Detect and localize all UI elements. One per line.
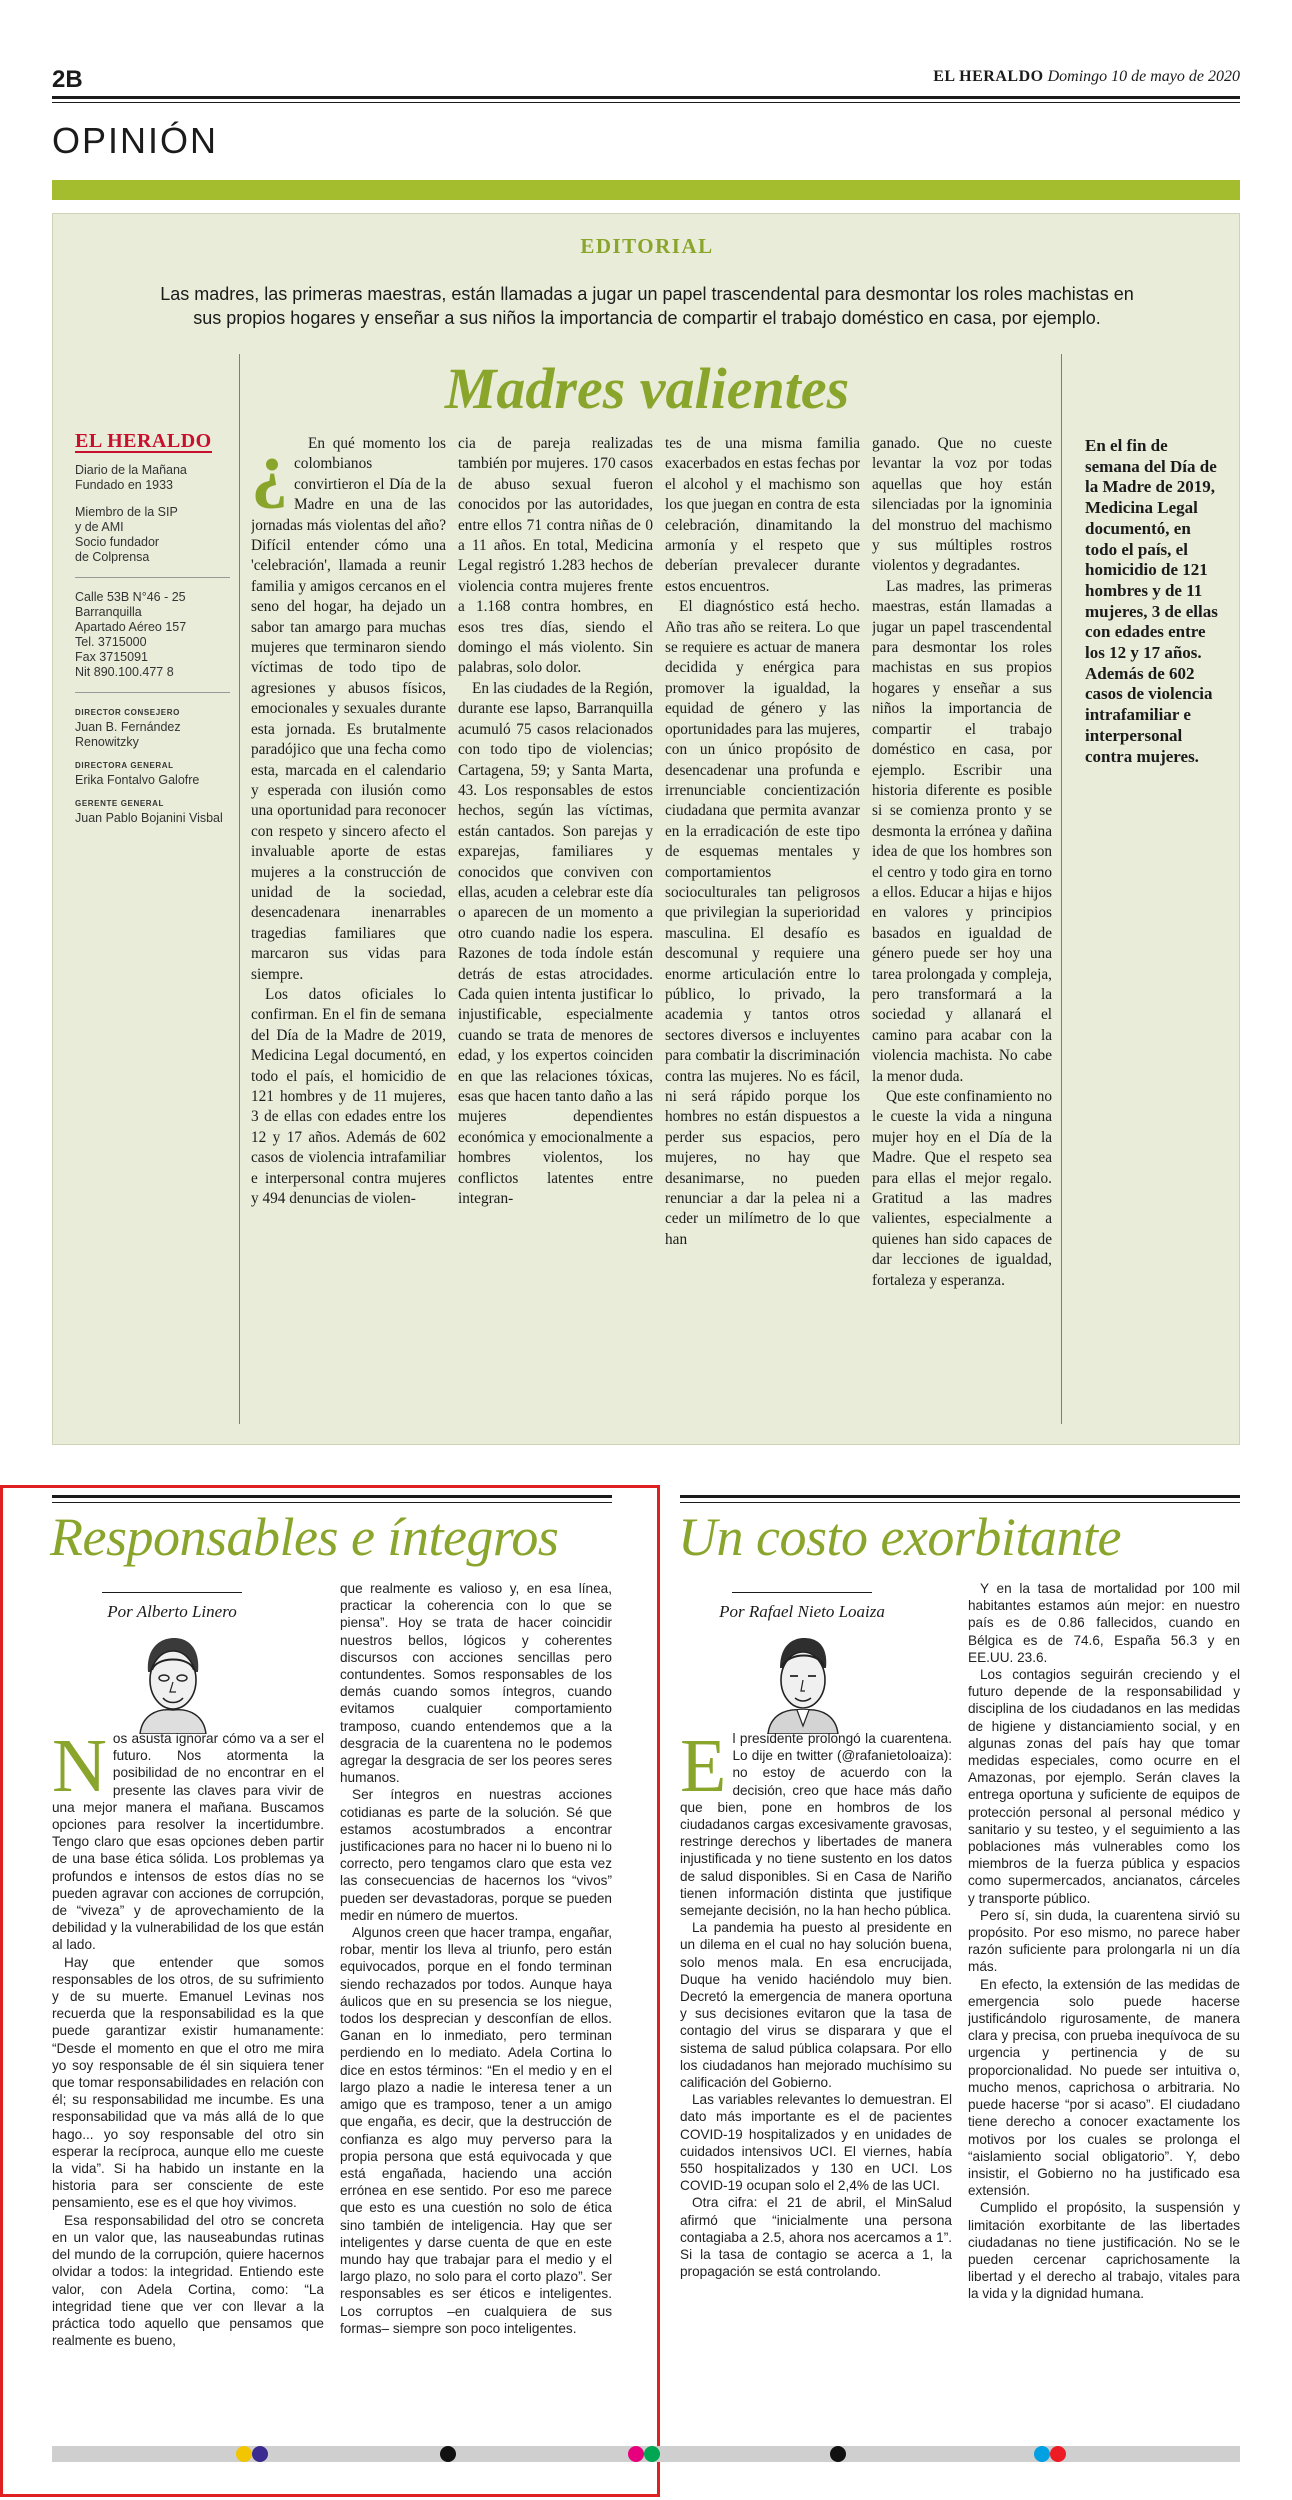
staff-name: Erika Fontalvo Galofre — [75, 773, 200, 787]
staff-name — [75, 720, 230, 750]
paragraph: Hay que entender que somos responsables de los otros, de su sufrimiento y de su muerte. Emanuel Levinas nos recuerda que la responsabilidad es la que puede garantizar existir humanamente: “Desde el momento en que el otro me mira yo soy responsable de él sin siquiera tener que tomar responsabilidades en relación con él; su responsabilidad me incumbe. Es una responsabilidad que va más allá de lo que hago... yo soy responsable del otro sin esperar la recíproca, aunque ello me cueste la vida”. Si ha habido un instante en la historia para ser consciente de este pensamiento, ese es el que hoy vivimos. — [52, 1954, 324, 2211]
column-divider — [239, 354, 240, 1424]
editorial-kicker: EDITORIAL — [580, 234, 714, 258]
paragraph: Los contagios seguirán creciendo y el futuro depende de la responsabilidad y disciplina de los ciudadanos en las medidas de higiene y distanciamiento social, y en algunas zonas del país hay que tomar medidas especiales, como ocurre en el Amazonas, por ejemplo. Serán claves la entrega oportuna y suficiente de equipos de protección personal al personal médico y sanitario y su testeo, y el seguimiento a las poblaciones más vulnerables como los miembros de la fuerza pública y espacios como supermercados, ancianatos, cárceles y transporte público. — [968, 1667, 1240, 1906]
sidebar-line: Socio fundador — [75, 535, 160, 549]
paragraph: Pero sí, sin duda, la cuarentena sirvió su propósito. Por eso mismo, no parece haber razón suficiente para prolongarla ni un día más. — [968, 1907, 1240, 1975]
registration-dot — [1034, 2446, 1050, 2462]
column-left-headline: Responsables e íntegros — [50, 1507, 559, 1567]
sidebar-separator — [75, 577, 230, 578]
section-color-bar — [52, 180, 1240, 200]
editorial-dropcap: ¿ — [251, 434, 288, 510]
column-right-text-2 — [968, 1580, 1240, 2430]
paragraph: Otra cifra: el 21 de abril, el MinSalud afirmó que “inicialmente una persona contagiaba a 2.5, ahora nos acercamos a 1”. Si la tasa de contagio se acerca a 1, la propagación se está controlando. — [680, 2195, 952, 2280]
registration-dot — [1050, 2446, 1066, 2462]
sidebar-line: Diario de la Mañana — [75, 463, 187, 477]
column-top-rule-thin — [680, 1502, 1240, 1503]
column-right-headline: Un costo exorbitante — [678, 1507, 1121, 1567]
paragraph: Las madres, las primeras maestras, están llamadas a jugar un papel trascendental para desmontar los roles machistas en sus propios hogares y enseñar a sus niños la importancia de compartir el trabajo doméstico en casa, por ejemplo. Escribir una historia diferente es posible si se comienza pronto y se desmonta la errónea y dañina idea de que los hombres son el centro y todo gira en torno a ellos. Educar a hijas e hijos en valores y principios basados en igualdad de género puede ser hoy una tarea prolongada y compleja, pero transformará a la sociedad y allanará el camino para acabar con la violencia machista. No cabe la menor duda. — [872, 577, 1052, 1085]
registration-dot — [628, 2446, 644, 2462]
sidebar-line: Fundado en 1933 — [75, 478, 174, 492]
header-rule-thin — [52, 102, 1240, 103]
registration-dot — [644, 2446, 660, 2462]
paragraph: Cumplido el propósito, la suspensión y limitación exorbitante de las libertades ciudadanas no tiene justificación. No se le pueden cercenar caprichosamente la libertad y el derecho al trabajo, vitales para la vida y la dignidad humana. — [968, 2200, 1240, 2302]
editorial-column-3 — [665, 434, 860, 1424]
paragraph: cia de pareja realizadas también por mujeres. 170 casos de abuso sexual fueron conocidos por las autoridades, entre ellos 71 contra niñas de 0 a 11 años. En total, Medicina Legal registró 1.283 hechos de violencia contra mujeres frente a 1.168 contra hombres, en esos tres días, siendo el domingo el más violento. Sin palabras, solo dolor. — [458, 435, 653, 677]
paragraph: os asusta ignorar cómo va a ser el futuro. Nos atormenta la posibilidad de no encontrar en el presente las claves para vivir de una mejor manera el mañana. Buscamos opciones para resolver la incertidumbre. Tengo claro que esas opciones deben partir de una base ética sólida. Los problemas ya profundos e intensos de estos días no se pueden agravar con acciones de corrupción, de “viveza” y de aprovechamiento de la debilidad y la vulnerabilidad de los que están al lado. — [52, 1731, 324, 1953]
page-number: 2B — [52, 66, 83, 93]
registration-dot — [252, 2446, 268, 2462]
editorial-pullquote: En el fin de semana del Día de la Madre de 2019, Medicina Legal documentó, en todo el país, el homicidio de 121 hombres y de 11 mujeres, 3 de ellas con edades entre los 12 y 17 años. Además de 602 casos de violencia intrafamiliar e interpersonal contra mujeres. — [1085, 436, 1218, 766]
staff-role: DIRECTOR CONSEJERO — [75, 708, 180, 717]
paragraph: Ser íntegros en nuestras acciones cotidianas es parte de la solución. Sé que estamos acostumbrados a encontrar justificaciones para no hacer ni lo bueno ni lo correcto, pero tengamos claro que esta vez las consecuencias de hacernos los “vivos” pueden ser devastadoras, porque se pueden medir en número de muertos. — [340, 1787, 612, 1923]
editorial-headline: Madres valientes — [444, 356, 850, 421]
paragraph: Algunos creen que hacer trampa, engañar, robar, mentir los lleva al triunfo, pero están equivocados, porque en el fondo terminan siendo rechazados por todos. Aunque haya áulicos que en su presencia se los niegue, todos los desprecian y desconfían de ellos. Ganan en lo inmediato, pero terminan perdiendo en lo mediato. Adela Cortina lo dice en estos términos: “En el medio y en el largo plazo a nadie le interesa tener a un amigo que es tramposo, tener a un amigo que engaña, es decir, que la destrucción de confianza es algo muy perverso para la propia persona que está equivocada y que está engañada, haciendo una acción errónea en ese sentido. Por eso me parece que esto es una cuestión no solo de ética sino también de inteligencia. Hay que ser inteligentes y darse cuenta de que en este mundo hay que trabajar para el medio y el largo plazo, no solo para el corto plazo”. Ser responsables es ser éticos e inteligentes. Los corruptos –en cualquiera de sus formas– siempre son poco inteligentes. — [340, 1925, 612, 2336]
highlight-frame — [0, 1485, 660, 2497]
membership-info — [75, 505, 230, 565]
column-left-byline: Por Alberto Linero — [107, 1602, 237, 1621]
column-left-dropcap: N — [52, 1730, 107, 1808]
column-right-byline: Por Rafael Nieto Loaiza — [719, 1602, 885, 1621]
sidebar-line: Fax 3715091 — [75, 650, 148, 664]
sidebar-line: de Colprensa — [75, 550, 150, 564]
sidebar-line: Miembro de la SIP — [75, 505, 178, 519]
paragraph: En qué momento los colombianos convirtieron el Día de la Madre en una de las jornadas más violentas del año? Difícil entender cómo una 'celebración', llamada a reunir familia y amigos cercanos en el seno del hogar, ha dejado un sabor tan amargo para muchas mujeres que terminaron siendo víctimas de todo tipo de agresiones y abusos físicos, emocionales y sexuales durante esta jornada. Es brutalmente paradójico que una fecha como esta, marcada en el calendario y esperada con ilusión como una oportunidad para reconocer con respeto y sincero afecto el invaluable aporte de estas mujeres a la construcción de unidad de la sociedad, desencadenara inenarrables tragedias familiares que marcaron sus vidas para siempre. — [251, 435, 446, 983]
editorial-column-2 — [458, 434, 653, 1424]
masthead-info — [933, 68, 1240, 86]
author-portrait — [760, 1630, 844, 1734]
paragraph: Y en la tasa de mortalidad por 100 mil habitantes estamos aún mejor: en nuestro país es de 0.86 fallecidos, cuando en Bélgica es de 74.6, España 56.3 y en EE.UU. 23.6. — [968, 1581, 1240, 1665]
founding-info — [75, 463, 230, 493]
staff-name: Juan Pablo Bojanini Visbal — [75, 811, 223, 825]
paragraph: tes de una misma familia exacerbados en estas fechas por el alcohol y el machismo son los que juegan en contra de esta celebración, dinamitando la armonía y el respeto que deberían prevalecer durante estos encuentros. — [665, 435, 860, 595]
paragraph: En efecto, la extensión de las medidas de emergencia solo puede hacerse justificándolo rigurosamente, de manera clara y precisa, con prueba inequívoca de su urgencia y pertinencia y de su proporcionalidad. No puede ser intuitiva o, mucho menos, caprichosa o arbitraria. No puede hacerse “por si acaso”. El ciudadano tiene derecho a conocer exactamente los motivos por los cuales se prolonga el “aislamiento social obligatorio”. Y, debo insistir, el Gobierno no ha justificado esa extensión. — [968, 1976, 1240, 2199]
editorial-column-1 — [251, 434, 446, 1424]
registration-dot — [236, 2446, 252, 2462]
paragraph: Esa responsabilidad del otro se concreta en un valor que, las nauseabundas rutinas del mundo de la corrupción, quiere hacernos olvidar a todos: la integridad. Entiendo este valor, con Adela Cortina, como: “La integridad tiene que ver con llevar a la práctica todo aquello que pensamos que realmente es bueno, — [52, 2212, 324, 2349]
issue-date: Domingo 10 de mayo de 2020 — [1047, 68, 1240, 85]
section-title: OPINIÓN — [52, 120, 219, 161]
registration-dot — [440, 2446, 456, 2462]
masthead-sidebar — [75, 430, 230, 830]
column-top-rule — [680, 1495, 1240, 1498]
editorial-column-4 — [872, 434, 1052, 1424]
editorial-box — [52, 213, 1240, 1445]
sidebar-line: Nit 890.100.477 8 — [75, 665, 174, 679]
registration-dot — [830, 2446, 846, 2462]
sidebar-line: Calle 53B N°46 - 25 — [75, 590, 186, 604]
address-info — [75, 590, 230, 680]
paragraph: Que este confinamiento no le cueste la vida a ninguna mujer hoy en el Día de la Madre. Que el respeto sea para ellas el mejor regalo. Gratitud a las madres valientes, especialmente a quienes han sido capaces de dar lecciones de igualdad, fortaleza y esperanza. — [872, 1088, 1052, 1289]
paragraph: En las ciudades de la Región, durante ese lapso, Barranquilla acumuló 75 casos relacionados con todo tipo de violencias; Cartagena, 59; y Santa Marta, 43. Los responsables de estos hechos, según las víctimas, están cantados. Son parejas y exparejas, familiares y conocidos que conviven con ellas, acuden a celebrar este día o aparecen de un momento a otro cuando nadie los espera. Razones de toda índole están detrás de estas atrocidades. Cada quien intenta justificar lo injustificable, especialmente cuando se trata de menores de edad, y los expertos coinciden en que las relaciones tóxicas, esas que hacen tanto daño a las mujeres dependientes económica y emocionalmente a hombres violentos, los conflictos latentes entre integran- — [458, 679, 653, 1208]
paragraph: Las variables relevantes lo demuestran. El dato más importante es el de pacientes COVID-19 hospitalizados y en unidades de cuidados intensivos UCI. El viernes, había 550 hospitalizados y 130 en UCI. Los COVID-19 ocupan solo el 2,4% de las UCI. — [680, 2092, 952, 2194]
paragraph: Los datos oficiales lo confirman. En el fin de semana del Día de la Madre de 2019, Medicina Legal documentó, en todo el país, el homicidio de 121 hombres y de 11 mujeres, 3 de ellas con edades entre los 12 y 17 años. Además de 602 casos de violencia intrafamiliar e interpersonal contra mujeres y 494 denuncias de violen- — [251, 985, 446, 1208]
sidebar-separator — [75, 692, 230, 693]
column-right-dropcap: E — [680, 1730, 727, 1808]
paragraph: que realmente es valioso y, en esa línea, practicar la coherencia con lo que se piensa”. Hoy se trata de hacer coincidir nuestros bellos, lógicos y coherentes discursos con acciones sencillas pero contundentes. Somos responsables de los demás cuando somos íntegros, cuando evitamos cualquier comportamiento tramposo, cuando entendemos que a la desgracia de la cuarentena no le podemos agregar la desgracia de ser los peores seres humanos. — [340, 1581, 612, 1786]
editorial-deck: Las madres, las primeras maestras, están llamadas a jugar un papel trascendental para desmontar los roles machistas en sus propios hogares y enseñar a sus niños la importancia de compartir el trabajo doméstico en casa, por ejemplo. — [160, 284, 1134, 328]
byline-rule — [732, 1592, 872, 1593]
newspaper-name: EL HERALDO — [933, 68, 1044, 85]
staff-role: DIRECTORA GENERAL — [75, 761, 174, 770]
staff-role: GERENTE GENERAL — [75, 799, 165, 808]
staff-name-line: Renowitzky — [75, 735, 139, 749]
sidebar-line: Tel. 3715000 — [75, 635, 147, 649]
sidebar-line: Apartado Aéreo 157 — [75, 620, 187, 634]
paragraph: ganado. Que no cueste levantar la voz por todas aquellas que hoy están silenciadas por la ignominia del monstruo del machismo y sus múltiples rostros violentos y degradantes. — [872, 435, 1052, 575]
column-right-text-1 — [680, 1730, 952, 2430]
paragraph: La pandemia ha puesto al presidente en un dilema en el cual no hay solución buena, solo menos mala. En esa encrucijada, Duque ha venido haciéndolo muy bien. Decretó la emergencia de manera oportuna y sus decisiones evitaron que la tasa de contagio del virus se disparara y que el sistema de salud pública colapsara. Por ello los ciudadanos han mejorado muchísimo su calificación del Gobierno. — [680, 1920, 952, 2091]
paragraph: l presidente prolongó la cuarentena. Lo dije en twitter (@rafanietoloaiza): no estoy de acuerdo con la decisión, creo que hace más daño que bien, pone en hombros de los ciudadanos cargas excesivamente gravosas, restringe derechos y libertades de manera injustificada y no tiene sustento en los datos de salud disponibles. Si en Casa de Nariño tienen información distinta que justifique semejante decisión, no la han hecho pública. — [680, 1731, 952, 1919]
staff-name-line: Juan B. Fernández — [75, 720, 181, 734]
sidebar-line: y de AMI — [75, 520, 124, 534]
header-rule-thick — [52, 96, 1240, 99]
sidebar-line: Barranquilla — [75, 605, 142, 619]
paragraph: El diagnóstico está hecho. Año tras año se reitera. Lo que se requiere es actuar de manera decidida y enérgica para promover la igualdad, la equidad de género y las oportunidades para las mujeres, con un único propósito de desencadenar una profunda e irrenunciable concientización ciudadana que permita avanzar en la erradicación de este tipo de esquemas mentales y comportamientos socioculturales tan peligrosos que privilegian la superioridad masculina. El desafío es descomunal y requiere una enorme articulación entre lo público, lo privado, la academia y tantos otros sectores diversos e incluyentes para combatir la discriminación contra las mujeres. No es fácil, ni será rápido porque los hombres no están dispuestos a perder sus espacios, pero mujeres, no hay que desanimarse, no pueden renunciar a dar la pelea ni a ceder un milímetro de lo que han — [665, 598, 860, 1248]
column-divider — [1061, 354, 1062, 1424]
newspaper-logo: EL HERALDO — [75, 430, 212, 452]
